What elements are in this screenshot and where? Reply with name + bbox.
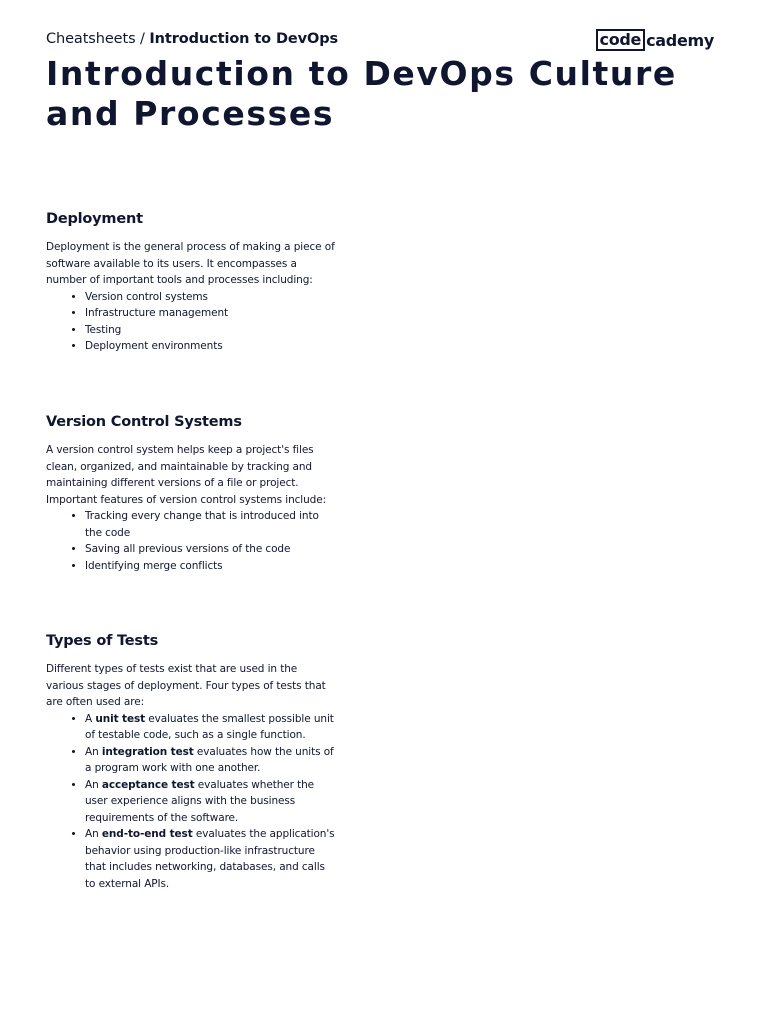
list-item: • Saving all previous versions of the code [85, 541, 336, 558]
bullet-list [46, 508, 336, 574]
section-intro: A version control system helps keep a project's files clean, organized, and maintainable by tracking and maintaining different versions of a file or project. Important features of version control systems include: [46, 444, 327, 506]
section-heading: Types of Tests [46, 633, 159, 649]
item-description: evaluates whether the user experience aligns with the business requirements of the software. [85, 778, 315, 824]
breadcrumb-current: Introduction to DevOps [149, 31, 339, 47]
section-deployment [46, 209, 336, 355]
page-title: Introduction to DevOps Culture and Processes [46, 54, 677, 133]
item-description: evaluates the application's behavior using production-like infrastructure that includes networking, databases, and calls to external APIs. [85, 828, 335, 890]
item-term: unit test [95, 712, 146, 725]
list-item: • Version control systems [85, 289, 336, 306]
section-heading: Deployment [46, 211, 143, 227]
item-term: integration test [101, 745, 194, 758]
list-item [85, 826, 336, 892]
list-item: • Testing [85, 322, 336, 339]
item-term: acceptance test [101, 778, 195, 791]
bullet-list [46, 289, 336, 355]
item-prefix: An [85, 828, 102, 840]
page-header [46, 29, 722, 53]
breadcrumb [46, 29, 338, 49]
section-types-of-tests [46, 631, 336, 892]
item-prefix: An [85, 745, 102, 758]
section-intro: Different types of tests exist that are used in the various stages of deployment. Four types of tests that are often used are: [46, 663, 326, 708]
item-description: evaluates how the units of a program work with one another. [85, 745, 334, 774]
list-item: • Deployment environments [85, 338, 336, 355]
bullet-list [46, 711, 336, 893]
list-item [85, 711, 336, 744]
item-term: end-to-end test [101, 828, 193, 840]
item-prefix: A [85, 712, 96, 725]
section-intro: Deployment is the general process of making a piece of software available to its users. It encompasses a number of important tools and processes including: [46, 241, 335, 286]
list-item [85, 744, 336, 777]
codecademy-logo[interactable] [596, 29, 714, 51]
list-item [85, 777, 336, 827]
section-heading: Version Control Systems [46, 414, 242, 430]
breadcrumb-separator: / [135, 31, 150, 47]
list-item: • Tracking every change that is introduced into the code [85, 508, 336, 541]
item-description: evaluates the smallest possible unit of testable code, such as a single function. [85, 712, 334, 741]
breadcrumb-root-link[interactable]: Cheatsheets [46, 31, 136, 47]
logo-boxed-text: code [596, 29, 646, 51]
logo-text: cademy [646, 30, 714, 50]
list-item: • Infrastructure management [85, 305, 336, 322]
section-version-control-systems [46, 412, 336, 574]
list-item: • Identifying merge conflicts [85, 558, 336, 575]
item-prefix: An [85, 778, 102, 791]
